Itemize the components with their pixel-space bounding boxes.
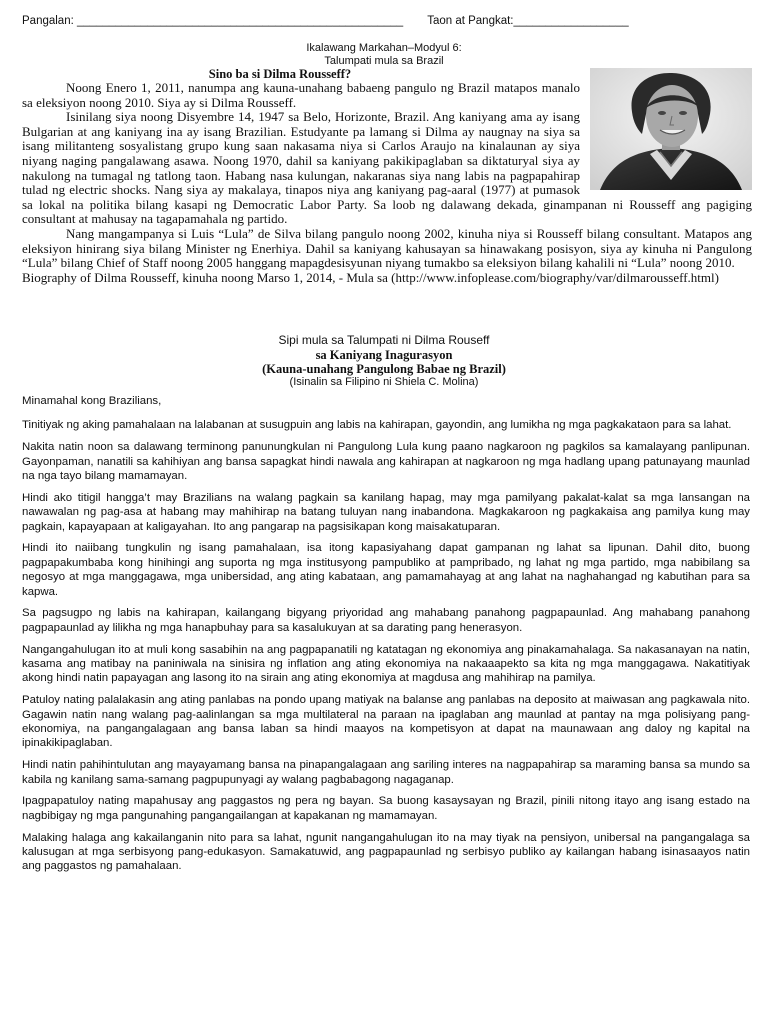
translator-credit: (Isinalin sa Filipino ni Shiela C. Molina) [289, 376, 479, 388]
module-subtitle: Talumpati mula sa Brazil [324, 55, 444, 67]
speech-paragraph: Nakita natin noon sa dalawang terminong panunungkulan ni Pangulong Lula kung paano nagkaroon ng pagkilos sa kamalayang panlipunan. Gayonpaman, nanatili sa kahihiyan ang bansa sapagkat hindi nawala ang kahirapan at nagkaroon ng mga hadlang upang patunayang maunlad na nga tayo bilang mamamayan. [22, 441, 750, 483]
bio-paragraph: Nang mangampanya si Luis “Lula” de Silva bilang pangulo noong 2002, kinuha niya si Rousseff bilang consultant. Matapos ang eleksiyon hinirang siya bilang Minister ng Enerhiya. Dahil sa kaniyang kahusayan sa hinawakang posisyon, siya ay kinuha ni Pangulong “Lula” bilang Chief of Staff noong 2005 hanggang mapagdesisyunan niyang tumakbo sa eleksiyon bilang kahalili ni “Lula” noong 2010. [22, 225, 752, 271]
speech-heading-line: Sipi mula sa Talumpati ni Dilma Rouseff [278, 333, 490, 347]
bio-paragraph: Noong Enero 1, 2011, nanumpa ang kauna-unahang babaeng pangulo ng Brazil matapos manalo sa eleksiyon noong 2010. Siya ay si Dilma Rousseff. [22, 80, 580, 110]
speech-paragraph: Sa pagsugpo ng labis na kahirapan, kailangang bigyang priyoridad ang mahabang panahong pagpapaunlad. Ang mahabang panahong pagpapaunlad ay lilikha ng mga hanapbuhay para sa kasalukuyan at sa darating pang henerasyon. [22, 607, 750, 634]
speech-heading-line: (Kauna-unahang Pangulong Babae ng Brazil) [262, 362, 506, 376]
grade-section-field-label: Taon at Pangkat:__________________ [427, 15, 629, 27]
speech-heading [0, 333, 768, 389]
speech-paragraph: Nangangahulugan ito at muli kong sasabihin na ang pagpapanatili ng katatagan ng ekonomiya ang pinakamahalaga. Sa nakasanayan na natin, kasama ang matibay na paniniwala na sinisira ng inflation ang ating ekonomiya na nakaaapekto sa kita ng mga manggagawa. Nakatitiyak akong hindi natin papayagan ang lasong ito na sirain ang ating ekonomiya at magdusa ang mahihirap na pamilya. [22, 643, 750, 685]
speech-paragraph: Hindi ako titigil hangga’t may Brazilians na walang pagkain sa kanilang hapag, may mga pamilyang pakalat-kalat sa mga lansangan na nawawalan ng pag-asa at habang may mahihirap na batang tuluyan nang inabandona. Magkakaroon ng pagkakaisa ang pamilya kung may pagkain, kapayapaan at kaligayahan. Ito ang pangarap na pagsisikapan kong maisakatuparan. [22, 491, 750, 533]
speech-paragraph: Malaking halaga ang kakailanganin nito para sa lahat, ngunit nangangahulugan ito na may tiyak na pensiyon, unibersal na pangangalaga sa kalusugan at mga serbisyong pang-edukasyon. Samakatuwid, ang pagpapaunlad ng serbisyo publiko ay kailangan habang isinasaayos natin ang paggastos ng pamahalaan. [22, 831, 750, 873]
bio-heading: Sino ba si Dilma Rousseff? [208, 67, 352, 81]
speech-paragraph: Patuloy nating palalakasin ang ating panlabas na pondo upang matiyak na balanse ang panlabas na deposito at maiwasan ang pagkawala nito. Gagawin natin nang walang pag-aalinlangan sa mga multilateral na paraan na ipaglaban ang maunlad at pantay na mga polisiyang pang-ekonomiya, na pangangalagaan ang bansa laban sa hindi maayos na kompetisyon at dapat na maunawaan ang daloy ng kapital na ipinakikipaglaban. [22, 694, 750, 750]
speech-body [22, 394, 750, 881]
module-title: Ikalawang Markahan–Modyul 6: [306, 42, 462, 54]
speech-paragraph: Hindi ito naiibang tungkulin ng isang pamahalaan, isa itong kapasiyahang dapat gampanan ng lahat sa lipunan. Dahil dito, buong pagpapakumbaba kong hinihingi ang suporta ng mga institusyong pampubliko at pampribado, ng lahat ng mga partido, mga nabibilang sa negosyo at mga manggagawa, mga unibersidad, ang ating kabataan, ang pamamahayag at ang lahat na naghahangad ng kabutihan para sa kapwa. [22, 542, 750, 598]
speech-greeting: Minamahal kong Brazilians, [22, 395, 162, 407]
bio-source-citation: Biography of Dilma Rousseff, kinuha noong Marso 1, 2014, - Mula sa (http://www.infoplease.com/biography/var/dilmarousseff.html) [22, 269, 719, 285]
header-line [22, 15, 752, 27]
speech-paragraph: Ipagpapatuloy nating mapahusay ang paggastos ng pera ng bayan. Sa buong kasaysayan ng Brazil, pinili nitong itayo ang isang estado na nagbibigay ng mga pangunahing pangangailangan at kapakanan ng mamamayan. [22, 795, 750, 822]
speech-heading-line: sa Kaniyang Inagurasyon [315, 348, 453, 362]
name-field-label: Pangalan: ___________________________________________________ [22, 15, 404, 27]
bio-paragraph: Isinilang siya noong Disyembre 14, 1947 sa Belo, Horizonte, Brazil. Ang kaniyang ama ay isang Bulgarian at ang kaniyang ina ay isang Brazilian. Estudyante pa lamang si Dilma ay naugnay na siya sa isang militanteng sosyalistang grupo kung saan nakasama niya si Carlos Araujo na kinalaunan ay siya niyang naging pangalawang asawa. Noong 1970, dahil sa kaniyang pakikipaglaban sa diktaturyal siya ay nakulong na tumagal ng tatlong taon. Habang nasa kulungan, nakaranas siya nang labis na pagpapahirap tulad ng electric shocks. Nang siya ay makalaya, tinapos niya ang kaniyang pag-aaral (1977) at pumasok sa lokal na politika bilang kasapi ng Democratic Labor Party. Sa loob ng dalawang dekada, ginampanan ni Rousseff ang pagiging consultant at mahusay na tagapamahala ng partido. [22, 109, 752, 227]
speech-paragraph: Hindi natin pahihintulutan ang mayayamang bansa na pinapangalagaan ang sariling interes na nagpapahirap sa maraming bansa sa mundo sa kabila ng kanilang sama-samang pagpupunyagi ay walang pagbabagong nagaganap. [22, 759, 750, 786]
speech-paragraph: Tinitiyak ng aking pamahalaan na lalabanan at susugpuin ang labis na kahirapan, gayondin, ang lumikha ng mga pagkakataon para sa lahat. [22, 419, 732, 432]
portrait-photo-icon [590, 68, 752, 190]
biography-section [22, 81, 752, 285]
